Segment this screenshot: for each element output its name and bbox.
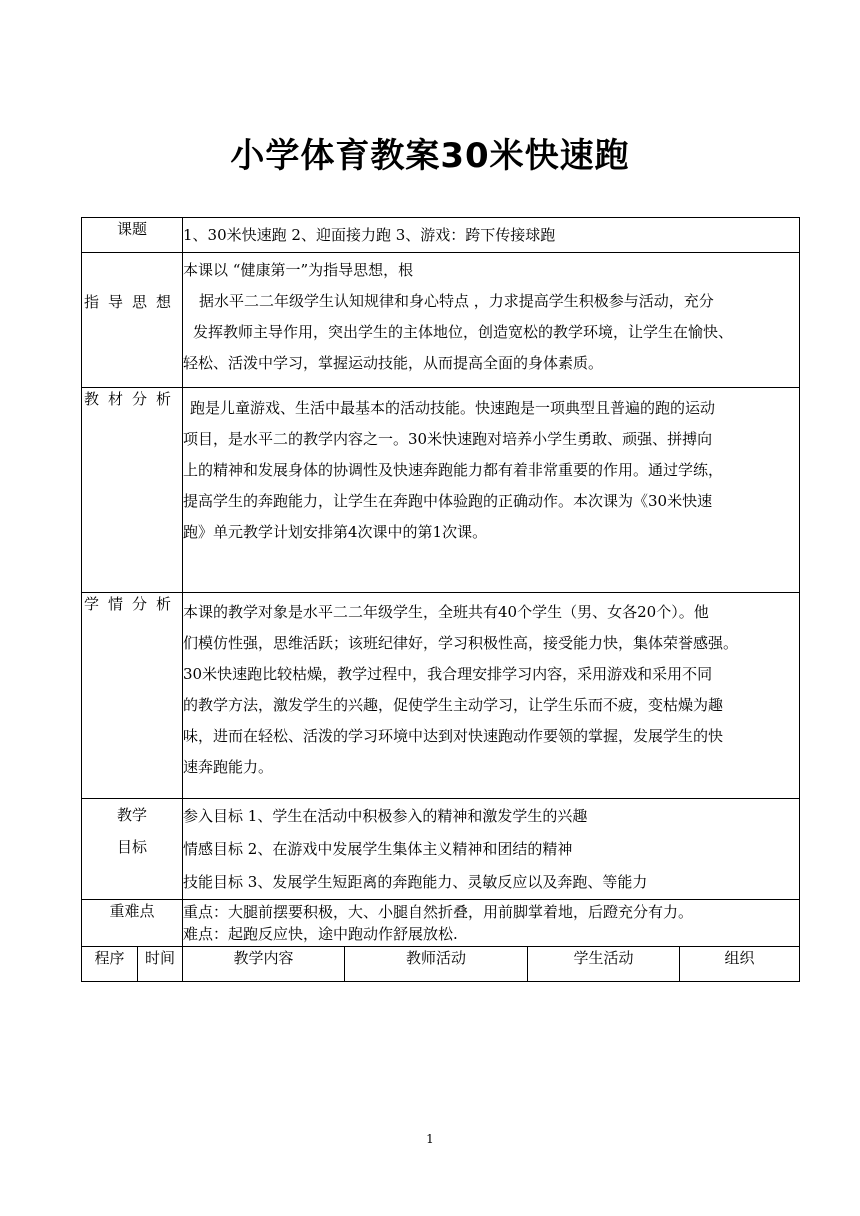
students-text bbox=[183, 593, 800, 799]
goals-line: 情感目标 2、在游戏中发展学生集体主义精神和团结的精神 bbox=[183, 840, 573, 858]
material-row bbox=[82, 388, 800, 593]
page-number: 1 bbox=[426, 1132, 434, 1146]
students-label: 学情分析 bbox=[82, 593, 183, 799]
students-line: 30米快速跑比较枯燥，教学过程中，我合理安排学习内容，采用游戏和采用不同 bbox=[183, 665, 713, 683]
topic-label: 课题 bbox=[82, 218, 183, 253]
material-line: 上的精神和发展身体的协调性及快速奔跑能力都有着非常重要的作用。通过学练， bbox=[183, 461, 724, 479]
goals-label bbox=[82, 799, 183, 900]
key-points-label: 重难点 bbox=[82, 900, 183, 947]
goals-label-line: 目标 bbox=[117, 838, 148, 856]
guiding-row bbox=[82, 253, 800, 388]
guiding-line: 本课以 “健康第一”为指导思想，根 bbox=[183, 261, 414, 279]
guiding-label: 指导思想 bbox=[82, 253, 183, 388]
guiding-line: 据水平二二年级学生认知规律和身心特点 ，力求提高学生积极参与活动，充分 bbox=[199, 292, 714, 310]
material-text bbox=[183, 388, 800, 593]
students-line: 本课的教学对象是水平二二年级学生，全班共有40个学生（男、女各20个）。他 bbox=[183, 603, 709, 621]
key-point: 重点：大腿前摆要积极，大、小腿自然折叠，用前脚掌着地，后蹬充分有力。 bbox=[183, 903, 694, 921]
header-organization: 组织 bbox=[680, 947, 800, 982]
difficult-point: 难点：起跑反应快，途中跑动作舒展放松. bbox=[183, 925, 458, 943]
goals-row bbox=[82, 799, 800, 900]
key-points-row bbox=[82, 900, 800, 947]
goals-line: 参入目标 1、学生在活动中积极参入的精神和激发学生的兴趣 bbox=[183, 807, 588, 825]
key-points-text bbox=[183, 900, 800, 947]
header-time: 时间 bbox=[138, 947, 183, 982]
goals-line: 技能目标 3、发展学生短距离的奔跑能力、灵敏反应以及奔跑、等能力 bbox=[183, 873, 648, 891]
header-teacher-activity: 教师活动 bbox=[345, 947, 528, 982]
lesson-plan-table bbox=[81, 217, 800, 982]
topic-text: 1、30米快速跑 2、迎面接力跑 3、游戏：跨下传接球跑 bbox=[183, 218, 800, 253]
header-procedure: 程序 bbox=[82, 947, 138, 982]
material-line: 项目，是水平二的教学内容之一。30米快速跑对培养小学生勇敢、顽强、拼搏向 bbox=[183, 430, 713, 448]
guiding-text bbox=[183, 253, 800, 388]
material-label: 教材分析 bbox=[82, 388, 183, 593]
students-line: 的教学方法，激发学生的兴趣，促使学生主动学习，让学生乐而不疲，变枯燥为趣 bbox=[183, 696, 724, 714]
students-row bbox=[82, 593, 800, 799]
students-line: 们模仿性强，思维活跃；该班纪律好，学习积极性高，接受能力快，集体荣誉感强。 bbox=[183, 634, 739, 652]
material-line: 跑》单元教学计划安排第4次课中的第1次课。 bbox=[183, 523, 488, 541]
header-student-activity: 学生活动 bbox=[528, 947, 680, 982]
guiding-line: 轻松、活泼中学习，掌握运动技能，从而提高全面的身体素质。 bbox=[183, 354, 604, 372]
students-line: 速奔跑能力。 bbox=[183, 758, 274, 776]
document-title: 小学体育教案30米快速跑 bbox=[230, 136, 630, 176]
goals-label-line: 教学 bbox=[117, 806, 148, 824]
material-line: 跑是儿童游戏、生活中最基本的活动技能。快速跑是一项典型且普遍的跑的运动 bbox=[190, 399, 716, 417]
material-line: 提高学生的奔跑能力，让学生在奔跑中体验跑的正确动作。本次课为《30米快速 bbox=[183, 492, 713, 510]
goals-text bbox=[183, 799, 800, 900]
students-line: 味，进而在轻松、活泼的学习环境中达到对快速跑动作要领的掌握，发展学生的快 bbox=[183, 727, 724, 745]
topic-row bbox=[82, 218, 800, 253]
procedure-header-row bbox=[82, 947, 800, 982]
header-content: 教学内容 bbox=[183, 947, 345, 982]
guiding-line: 发挥教师主导作用，突出学生的主体地位，创造宽松的教学环境，让学生在愉快、 bbox=[193, 323, 734, 341]
